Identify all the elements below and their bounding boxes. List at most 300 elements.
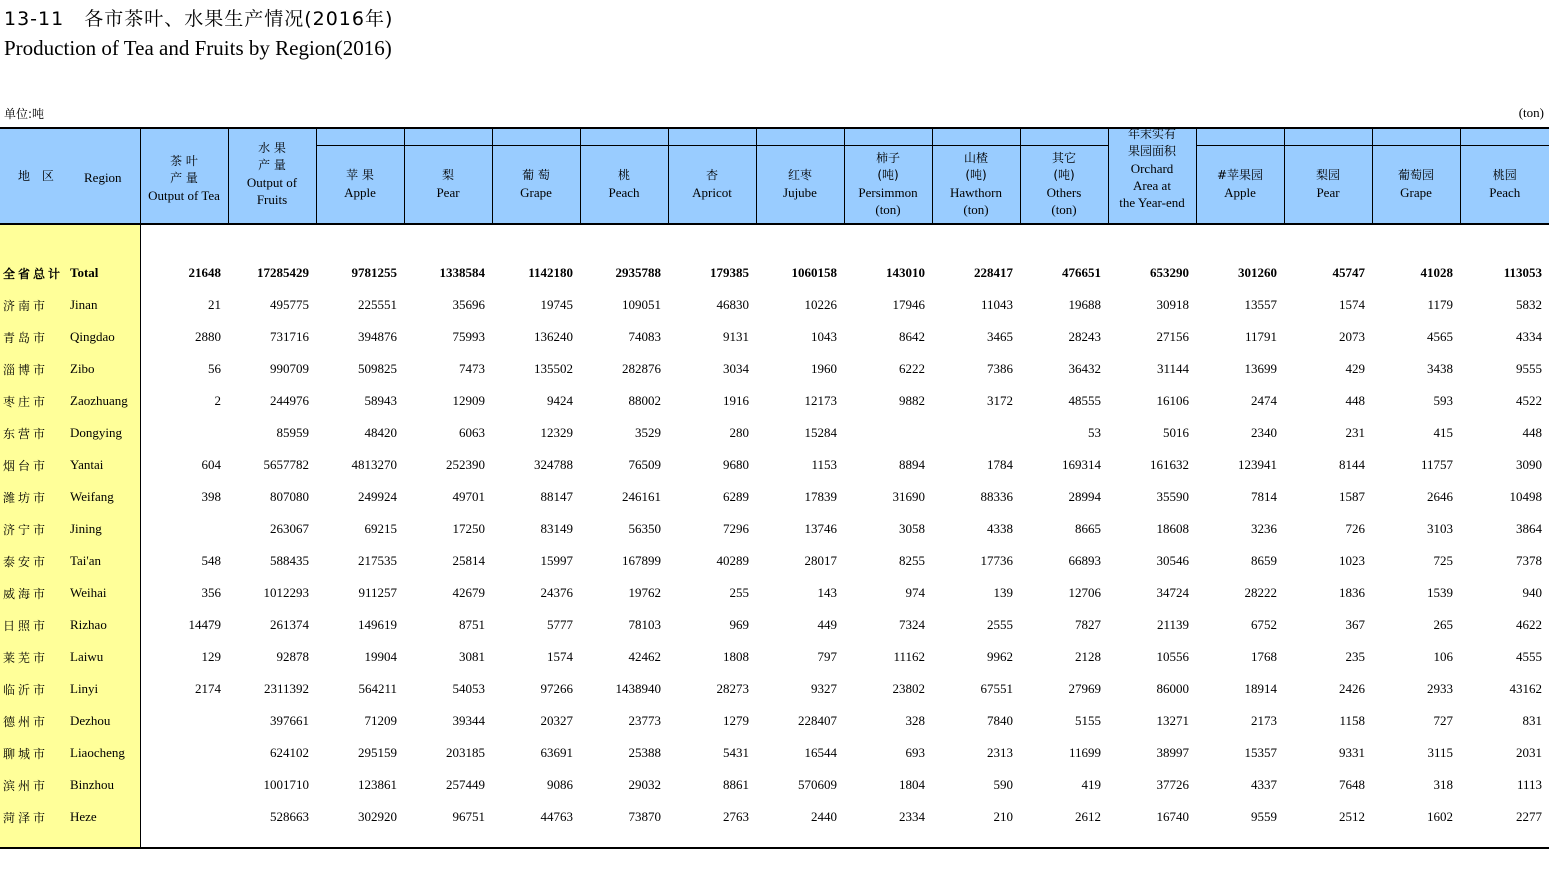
table-cell: 3236	[1251, 521, 1277, 536]
table-cell: 2173	[1251, 713, 1277, 728]
table-cell: 9680	[723, 457, 749, 472]
table-cell: 28273	[716, 681, 749, 696]
table-cell: 7386	[987, 361, 1013, 376]
table-cell: 3081	[459, 649, 485, 664]
table-cell	[140, 801, 228, 833]
table-row	[0, 577, 1549, 609]
table-cell: 4338	[987, 521, 1013, 536]
region-cell	[0, 321, 140, 353]
unit-label-en: (ton)	[1518, 105, 1544, 120]
table-cell: 5777	[547, 617, 573, 632]
region-cell	[0, 609, 140, 641]
table-cell: 44763	[540, 809, 573, 824]
table-cell: 10556	[1156, 649, 1189, 664]
region-cell	[0, 257, 140, 289]
table-cell: 261374	[270, 617, 309, 632]
table-cell: 67551	[980, 681, 1013, 696]
table-cell: 75993	[452, 329, 485, 344]
table-cell: 528663	[270, 809, 309, 824]
table-cell: 2340	[1251, 425, 1277, 440]
region-name-cn: 临沂市	[3, 683, 49, 697]
table-cell: 324788	[534, 457, 573, 472]
table-cell: 5155	[1075, 713, 1101, 728]
table-cell: 12173	[804, 393, 837, 408]
table-cell: 280	[729, 425, 749, 440]
table-cell: 255	[729, 585, 749, 600]
table-cell: 2	[140, 385, 228, 417]
region-cell	[0, 353, 140, 385]
table-cell: 2031	[1516, 745, 1542, 760]
table-cell: 1836	[1339, 585, 1365, 600]
table-cell	[140, 705, 228, 737]
table-cell: 476651	[1062, 265, 1101, 280]
table-cell: 231	[1345, 425, 1365, 440]
region-name-en: Jinan	[70, 297, 98, 312]
header-peach-orchard: 桃园 Peach	[1460, 128, 1549, 224]
table-cell: 46830	[716, 297, 749, 312]
table-cell: 725	[1433, 553, 1453, 568]
table-cell: 6222	[899, 361, 925, 376]
table-cell: 34724	[1156, 585, 1189, 600]
table-cell: 15357	[1244, 745, 1277, 760]
table-cell: 16544	[804, 745, 837, 760]
table-cell: 9559	[1251, 809, 1277, 824]
table-cell: 1587	[1339, 489, 1365, 504]
region-cell	[0, 737, 140, 769]
table-cell: 448	[1522, 425, 1542, 440]
table-cell: 7324	[899, 617, 925, 632]
table-cell: 25388	[628, 745, 661, 760]
table-cell: 448	[1345, 393, 1365, 408]
table-cell: 35590	[1156, 489, 1189, 504]
table-row	[0, 801, 1549, 833]
table-cell: 564211	[358, 681, 397, 696]
table-cell: 282876	[622, 361, 661, 376]
data-table	[0, 127, 1549, 849]
table-cell: 1338584	[439, 265, 485, 280]
table-cell: 797	[817, 649, 837, 664]
table-cell: 7648	[1339, 777, 1365, 792]
table-cell: 2646	[1427, 489, 1453, 504]
table-cell: 1916	[723, 393, 749, 408]
table-cell: 10498	[1509, 489, 1542, 504]
header-apricot: 杏 Apricot	[668, 128, 756, 224]
table-cell: 1574	[547, 649, 573, 664]
table-cell: 78103	[628, 617, 661, 632]
table-cell: 4334	[1516, 329, 1542, 344]
table-cell: 13746	[804, 521, 837, 536]
table-row	[0, 449, 1549, 481]
table-cell: 161632	[1150, 457, 1189, 472]
table-cell: 38997	[1156, 745, 1189, 760]
table-cell: 397661	[270, 713, 309, 728]
header-region-cn: 地 区	[18, 169, 58, 183]
table-cell: 3090	[1516, 457, 1542, 472]
table-row	[0, 289, 1549, 321]
region-name-cn: 济南市	[3, 299, 49, 313]
region-name-en: Yantai	[70, 457, 104, 472]
table-cell: 8894	[899, 457, 925, 472]
table-cell: 974	[905, 585, 925, 600]
table-cell: 13557	[1244, 297, 1277, 312]
table-cell: 6289	[723, 489, 749, 504]
table-cell: 5832	[1516, 297, 1542, 312]
table-cell: 1153	[811, 457, 837, 472]
table-cell: 3103	[1427, 521, 1453, 536]
table-cell: 1574	[1339, 297, 1365, 312]
table-cell: 17736	[980, 553, 1013, 568]
table-cell: 56350	[628, 521, 661, 536]
region-name-cn: 莱芜市	[3, 651, 49, 665]
table-cell: 3058	[899, 521, 925, 536]
region-name-en: Tai'an	[70, 553, 102, 568]
table-cell: 30918	[1156, 297, 1189, 312]
region-cell	[0, 673, 140, 705]
table-cell: 235	[1345, 649, 1365, 664]
region-name-cn: 济宁市	[3, 523, 49, 537]
table-cell: 8255	[899, 553, 925, 568]
table-cell: 8751	[459, 617, 485, 632]
table-cell: 7840	[987, 713, 1013, 728]
table-cell: 9331	[1339, 745, 1365, 760]
region-name-en: Qingdao	[70, 329, 115, 344]
table-cell	[932, 417, 1020, 449]
table-cell: 88147	[540, 489, 573, 504]
region-name-cn: 潍坊市	[3, 491, 49, 505]
header-apple-orchard: #苹果园 Apple	[1196, 128, 1284, 224]
table-cell: 911257	[358, 585, 397, 600]
table-cell: 1279	[723, 713, 749, 728]
table-cell: 624102	[270, 745, 309, 760]
table-cell: 807080	[270, 489, 309, 504]
table-cell: 2174	[140, 673, 228, 705]
table-cell: 31144	[1156, 361, 1189, 376]
table-cell: 2426	[1339, 681, 1365, 696]
table-cell: 97266	[540, 681, 573, 696]
table-cell: 9131	[723, 329, 749, 344]
table-cell: 88336	[980, 489, 1013, 504]
table-cell: 19745	[540, 297, 573, 312]
table-cell: 969	[729, 617, 749, 632]
table-cell: 20327	[540, 713, 573, 728]
table-cell: 83149	[540, 521, 573, 536]
table-cell: 2933	[1427, 681, 1453, 696]
table-cell: 123941	[1238, 457, 1277, 472]
table-cell: 9327	[811, 681, 837, 696]
table-cell: 210	[993, 809, 1013, 824]
table-cell: 135502	[534, 361, 573, 376]
region-cell	[0, 289, 140, 321]
table-cell: 27156	[1156, 329, 1189, 344]
table-cell: 831	[1522, 713, 1542, 728]
table-cell: 2512	[1339, 809, 1365, 824]
table-cell: 54053	[452, 681, 485, 696]
region-name-en: Heze	[70, 809, 97, 824]
region-cell	[0, 513, 140, 545]
table-cell: 249924	[358, 489, 397, 504]
table-cell: 3438	[1427, 361, 1453, 376]
region-name-cn: 淄博市	[3, 363, 49, 377]
table-cell: 588435	[270, 553, 309, 568]
table-cell: 85959	[276, 425, 309, 440]
table-cell: 1012293	[263, 585, 309, 600]
table-cell: 11699	[1068, 745, 1101, 760]
table-cell: 548	[140, 545, 228, 577]
table-cell: 31690	[892, 489, 925, 504]
unit-label-cn: 单位:吨	[4, 107, 45, 121]
table-row	[0, 705, 1549, 737]
table-cell: 63691	[540, 745, 573, 760]
table-cell: 8861	[723, 777, 749, 792]
table-cell: 2612	[1075, 809, 1101, 824]
region-cell	[0, 769, 140, 801]
region-name-cn: 青岛市	[3, 331, 49, 345]
region-cell	[0, 545, 140, 577]
header-peach: 桃 Peach	[580, 128, 668, 224]
table-cell: 429	[1345, 361, 1365, 376]
table-cell: 1001710	[263, 777, 309, 792]
table-cell: 570609	[798, 777, 837, 792]
table-cell: 1158	[1339, 713, 1365, 728]
table-cell: 12706	[1068, 585, 1101, 600]
table-cell: 4337	[1251, 777, 1277, 792]
table-cell: 693	[905, 745, 925, 760]
region-name-en: Weihai	[70, 585, 107, 600]
table-cell: 11162	[893, 649, 925, 664]
table-cell: 9781255	[351, 265, 397, 280]
table-cell: 1784	[987, 457, 1013, 472]
table-cell: 2313	[987, 745, 1013, 760]
table-cell: 415	[1433, 425, 1453, 440]
table-cell: 106	[1433, 649, 1453, 664]
spacer-row	[0, 224, 1549, 257]
table-cell: 3864	[1516, 521, 1542, 536]
region-cell	[0, 417, 140, 449]
table-cell: 2474	[1251, 393, 1277, 408]
table-cell: 15997	[540, 553, 573, 568]
table-cell: 328	[905, 713, 925, 728]
table-cell: 217535	[358, 553, 397, 568]
table-cell: 4622	[1516, 617, 1542, 632]
table-cell: 48555	[1068, 393, 1101, 408]
table-cell: 590	[993, 777, 1013, 792]
table-cell: 29032	[628, 777, 661, 792]
table-cell: 92878	[276, 649, 309, 664]
table-cell: 9555	[1516, 361, 1542, 376]
page-title-en: Production of Tea and Fruits by Region(2016)	[4, 36, 392, 60]
table-cell: 4565	[1427, 329, 1453, 344]
table-cell: 3465	[987, 329, 1013, 344]
table-cell: 2555	[987, 617, 1013, 632]
table-cell: 1808	[723, 649, 749, 664]
header-pear: 梨 Pear	[404, 128, 492, 224]
table-cell: 495775	[270, 297, 309, 312]
region-name-cn: 聊城市	[3, 747, 49, 761]
table-cell: 17946	[892, 297, 925, 312]
table-cell: 13271	[1156, 713, 1189, 728]
table-cell	[844, 417, 932, 449]
table-cell: 129	[140, 641, 228, 673]
table-cell: 398	[140, 481, 228, 513]
table-cell: 2277	[1516, 809, 1542, 824]
table-cell: 653290	[1150, 265, 1189, 280]
table-cell: 18608	[1156, 521, 1189, 536]
table-cell: 301260	[1238, 265, 1277, 280]
header-region-en: Region	[84, 170, 122, 185]
table-cell: 9424	[547, 393, 573, 408]
table-cell: 42462	[628, 649, 661, 664]
table-cell: 252390	[446, 457, 485, 472]
table-cell: 40289	[716, 553, 749, 568]
header-apple: 苹 果 Apple	[316, 128, 404, 224]
table-cell: 367	[1345, 617, 1365, 632]
table-cell: 69215	[364, 521, 397, 536]
table-cell: 113053	[1503, 265, 1542, 280]
table-row-total	[0, 257, 1549, 289]
table-cell: 136240	[534, 329, 573, 344]
table-cell: 1602	[1427, 809, 1453, 824]
table-cell	[140, 513, 228, 545]
header-tea: 茶 叶 产 量 Output of Tea	[140, 128, 228, 224]
table-cell: 1142180	[528, 265, 573, 280]
table-cell: 257449	[446, 777, 485, 792]
table-cell: 36432	[1068, 361, 1101, 376]
table-row	[0, 769, 1549, 801]
table-cell: 179385	[710, 265, 749, 280]
table-cell: 9086	[547, 777, 573, 792]
table-cell: 45747	[1332, 265, 1365, 280]
table-row	[0, 609, 1549, 641]
table-cell: 265	[1433, 617, 1453, 632]
table-cell: 1804	[899, 777, 925, 792]
region-name-en: Laiwu	[70, 649, 104, 664]
table-cell: 225551	[358, 297, 397, 312]
table-cell: 3034	[723, 361, 749, 376]
table-cell: 6063	[459, 425, 485, 440]
region-cell	[0, 385, 140, 417]
table-cell: 7814	[1251, 489, 1277, 504]
table-cell: 2334	[899, 809, 925, 824]
table-cell: 2311392	[263, 681, 309, 696]
table-cell: 13699	[1244, 361, 1277, 376]
table-row	[0, 481, 1549, 513]
table-cell: 123861	[358, 777, 397, 792]
table-cell: 12329	[540, 425, 573, 440]
region-name-en: Binzhou	[70, 777, 115, 792]
region-name-en: Weifang	[70, 489, 114, 504]
table-cell: 7473	[459, 361, 485, 376]
page-title-cn: 13-11 各市茶叶、水果生产情况(2016年)	[4, 8, 394, 30]
table-cell: 727	[1433, 713, 1453, 728]
table-cell: 726	[1345, 521, 1365, 536]
table-cell	[140, 737, 228, 769]
table-cell: 4555	[1516, 649, 1542, 664]
table-cell: 5657782	[263, 457, 309, 472]
region-cell	[0, 577, 140, 609]
header-grape: 葡 萄 Grape	[492, 128, 580, 224]
table-cell: 356	[140, 577, 228, 609]
table-cell: 1023	[1339, 553, 1365, 568]
table-cell: 228417	[974, 265, 1013, 280]
region-name-en: Jining	[70, 521, 102, 536]
table-cell: 7827	[1075, 617, 1101, 632]
region-name-cn: 威海市	[3, 587, 49, 601]
table-cell: 8642	[899, 329, 925, 344]
region-name-en: Liaocheng	[70, 745, 125, 760]
table-cell: 42679	[452, 585, 485, 600]
table-cell: 143	[817, 585, 837, 600]
table-cell: 302920	[358, 809, 397, 824]
header-persimmon: 柿子 (吨) Persimmon (ton)	[844, 128, 932, 224]
table-cell: 246161	[622, 489, 661, 504]
region-name-cn: 菏泽市	[3, 811, 49, 825]
region-cell	[0, 641, 140, 673]
table-cell: 43162	[1509, 681, 1542, 696]
table-cell: 53	[1088, 425, 1101, 440]
table-cell: 139	[993, 585, 1013, 600]
table-cell: 24376	[540, 585, 573, 600]
region-name-en: Rizhao	[70, 617, 107, 632]
table-cell: 17839	[804, 489, 837, 504]
table-row	[0, 673, 1549, 705]
table-cell: 74083	[628, 329, 661, 344]
table-cell: 419	[1081, 777, 1101, 792]
table-cell: 28222	[1244, 585, 1277, 600]
table-cell: 41028	[1420, 265, 1453, 280]
region-name-cn: 东营市	[3, 427, 49, 441]
table-cell: 2880	[140, 321, 228, 353]
table-cell: 2073	[1339, 329, 1365, 344]
table-row	[0, 641, 1549, 673]
table-cell: 7378	[1516, 553, 1542, 568]
table-cell: 19762	[628, 585, 661, 600]
table-cell: 509825	[358, 361, 397, 376]
table-cell: 6752	[1251, 617, 1277, 632]
table-cell: 3529	[635, 425, 661, 440]
header-grape-orchard: 葡萄园 Grape	[1372, 128, 1460, 224]
region-name-en: Zibo	[70, 361, 95, 376]
table-cell: 731716	[270, 329, 309, 344]
region-name-en: Zaozhuang	[70, 393, 128, 408]
table-cell: 11791	[1244, 329, 1277, 344]
table-cell: 449	[817, 617, 837, 632]
table-cell: 21	[140, 289, 228, 321]
table-cell: 28994	[1068, 489, 1101, 504]
table-cell: 58943	[364, 393, 397, 408]
table-cell: 23773	[628, 713, 661, 728]
table-cell: 25814	[452, 553, 485, 568]
header-hawthorn: 山楂 (吨) Hawthorn (ton)	[932, 128, 1020, 224]
table-cell: 167899	[622, 553, 661, 568]
table-cell: 56	[140, 353, 228, 385]
region-cell	[0, 705, 140, 737]
table-cell: 295159	[358, 745, 397, 760]
table-cell: 73870	[628, 809, 661, 824]
table-cell: 19904	[364, 649, 397, 664]
region-name-en: Dezhou	[70, 713, 111, 728]
table-cell	[140, 769, 228, 801]
table-cell: 30546	[1156, 553, 1189, 568]
header-jujube: 红枣 Jujube	[756, 128, 844, 224]
table-cell: 4813270	[351, 457, 397, 472]
table-cell: 1768	[1251, 649, 1277, 664]
table-cell: 8144	[1339, 457, 1365, 472]
region-name-cn: 日照市	[3, 619, 49, 633]
table-cell: 244976	[270, 393, 309, 408]
region-cell	[0, 481, 140, 513]
table-cell: 88002	[628, 393, 661, 408]
table-cell: 2128	[1075, 649, 1101, 664]
